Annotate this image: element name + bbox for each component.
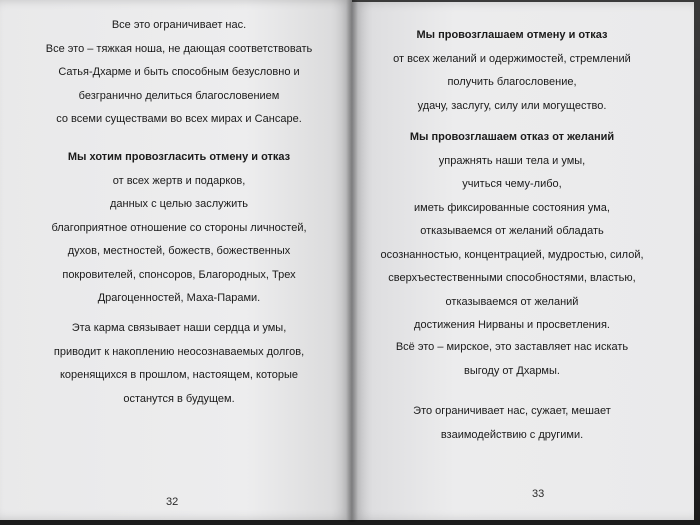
right-paragraph-4 bbox=[352, 400, 694, 447]
text-line: отказываемся от желаний обладать bbox=[420, 225, 604, 237]
text-line: Все это ограничивает нас. bbox=[111, 19, 247, 31]
right-paragraph-1 bbox=[352, 24, 694, 118]
text-line: выгоду от Дхармы. bbox=[464, 364, 560, 377]
text-line: получить благословение, bbox=[447, 76, 577, 88]
text-line: данных с целью заслужить bbox=[109, 198, 249, 210]
text-line: Сатья-Дхарме и быть способным безусловно и bbox=[58, 66, 300, 78]
page-number: 33 bbox=[532, 488, 545, 500]
text-line: сверхъестественными способностями, властью, bbox=[388, 272, 636, 284]
paragraph-heading: Мы провозглашаем отказ от желаний bbox=[409, 131, 615, 143]
text-line: отказываемся от желаний bbox=[445, 295, 579, 308]
text-line: безгранично делиться благословением bbox=[78, 89, 280, 102]
text-line: от всех жертв и подарков, bbox=[112, 174, 246, 187]
text-line: со всеми существами во всех мирах и Сансаре. bbox=[56, 113, 302, 125]
text-line: приводит к накоплению неосознаваемых долгов, bbox=[53, 345, 305, 358]
right-paragraph-2 bbox=[352, 126, 694, 338]
left-paragraph-2 bbox=[0, 146, 352, 311]
text-line: благоприятное отношение со стороны личностей, bbox=[51, 221, 307, 234]
text-line: упражнять наши тела и умы, bbox=[438, 154, 586, 167]
text-line: учиться чему-либо, bbox=[462, 178, 562, 190]
text-line: достижения Нирваны и просветления. bbox=[414, 319, 610, 331]
text-line: духов, местностей, божеств, божественных bbox=[67, 245, 291, 257]
paragraph-heading: Мы хотим провозгласить отмену и отказ bbox=[67, 151, 291, 163]
text-line: Эта карма связывает наши сердца и умы, bbox=[71, 322, 287, 334]
text-line: удачу, заслугу, силу или могущество. bbox=[417, 99, 607, 112]
text-line: Драгоценностей, Маха-Парами. bbox=[97, 292, 261, 304]
text-line: останутся в будущем. bbox=[123, 392, 235, 405]
text-line: Всё это – мирское, это заставляет нас искать bbox=[395, 341, 629, 353]
left-paragraph-1 bbox=[0, 14, 352, 132]
right-page bbox=[352, 2, 694, 520]
right-paragraph-3 bbox=[352, 336, 694, 383]
left-page bbox=[0, 0, 352, 520]
book-spine-gutter bbox=[346, 0, 358, 522]
text-line: коренящихся в прошлом, настоящем, которые bbox=[59, 369, 299, 381]
text-line: Это ограничивает нас, сужает, мешает bbox=[413, 405, 611, 417]
text-line: взаимодействию с другими. bbox=[440, 428, 584, 441]
page-number: 32 bbox=[166, 496, 179, 508]
paragraph-heading: Мы провозглашаем отмену и отказ bbox=[416, 29, 608, 41]
text-line: покровителей, спонсоров, Благородных, Трех bbox=[62, 268, 296, 281]
text-line: иметь фиксированные состояния ума, bbox=[414, 201, 610, 214]
text-line: осознанностью, концентрацией, мудростью, силой, bbox=[380, 248, 644, 261]
text-line: от всех желаний и одержимостей, стремлений bbox=[393, 52, 631, 65]
left-paragraph-3 bbox=[0, 317, 352, 411]
text-line: Все это – тяжкая ноша, не дающая соответствовать bbox=[45, 42, 313, 55]
